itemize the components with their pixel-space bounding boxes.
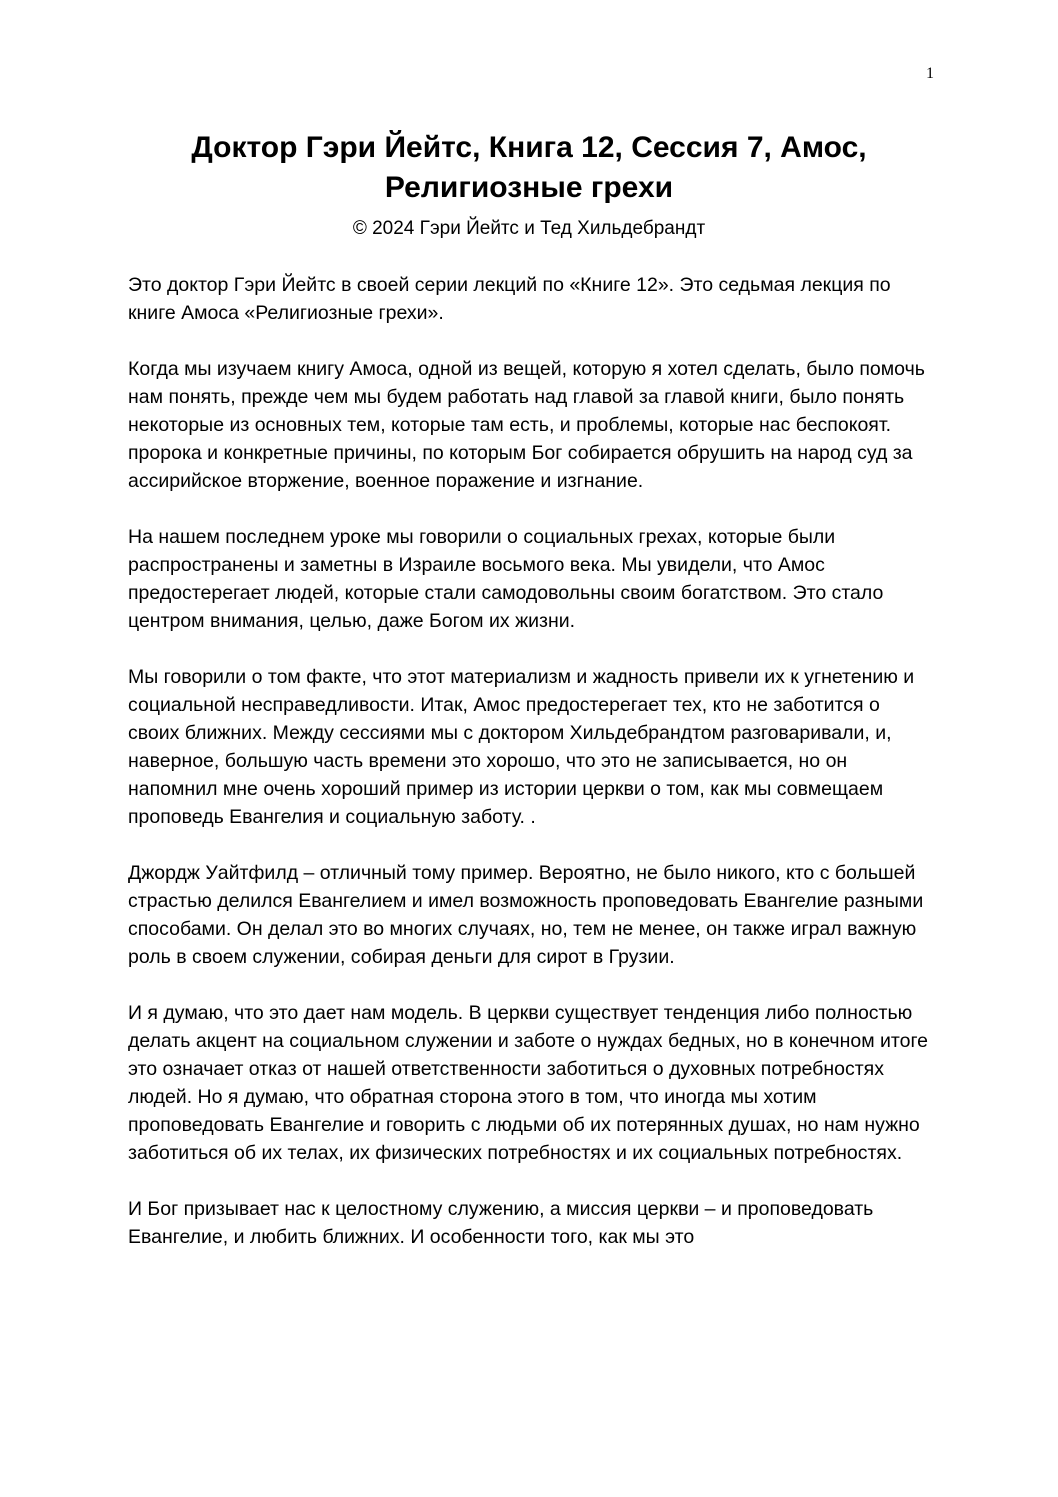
paragraph: Это доктор Гэри Йейтс в своей серии лекций по «Книге 12». Это седьмая лекция по книге Амоса «Религиозные грехи». [128,274,891,324]
paragraph: На нашем последнем уроке мы говорили о социальных грехах, которые были распространены и заметны в Израиле восьмого века. Мы увидели, что Амос предостерегает людей, которые стали самодовольны своим богатством. Это стало центром внимания, целью, даже Богом их жизни. [128,526,884,632]
page-title [128,128,930,208]
title-line-2: Религиозные грехи [384,171,674,204]
document-body [128,271,930,1251]
page-number: 1 [926,65,934,82]
title-line-1: Доктор Гэри Йейтс, Книга 12, Сессия 7, Амос, [191,131,867,164]
copyright-line: © 2024 Гэри Йейтс и Тед Хильдебрандт [352,218,706,239]
paragraph: И я думаю, что это дает нам модель. В церкви существует тенденция либо полностью делать акцент на социальном служении и заботе о нуждах бедных, но в конечном итоге это означает отказ от нашей ответственности заботиться о духовных потребностях людей. Но я думаю, что обратная сторона этого в том, что иногда мы хотим проповедовать Евангелие и говорить с людьми об их потерянных душах, но нам нужно заботиться об их телах, их физических потребностях и их социальных потребностях. [128,1002,929,1164]
paragraph: Джордж Уайтфилд – отличный тому пример. Вероятно, не было никого, кто с большей страстью делился Евангелием и имел возможность проповедовать Евангелие разными способами. Он делал это во многих случаях, но, тем не менее, он также играл важную роль в своем служении, собирая деньги для сирот в Грузии. [128,862,924,968]
paragraph: Мы говорили о том факте, что этот материализм и жадность привели их к угнетению и социальной несправедливости. Итак, Амос предостерегает тех, кто не заботится о своих ближних. Между сессиями мы с доктором Хильдебрандтом разговаривали, и, наверное, большую часть времени это хорошо, что это не записывается, но он напомнил мне очень хороший пример из истории церкви о том, как мы совмещаем проповедь Евангелия и социальную заботу. . [128,666,915,828]
paragraph: Когда мы изучаем книгу Амоса, одной из вещей, которую я хотел сделать, было помочь нам понять, прежде чем мы будем работать над главой за главой книги, было понять некоторые из основных тем, которые там есть, и проблемы, которые нас беспокоят. пророка и конкретные причины, по которым Бог собирается обрушить на народ суд за ассирийское вторжение, военное поражение и изгнание. [128,358,925,492]
paragraph: И Бог призывает нас к целостному служению, а миссия церкви – и проповедовать Евангелие, и любить ближних. И особенности того, как мы это [128,1198,874,1248]
